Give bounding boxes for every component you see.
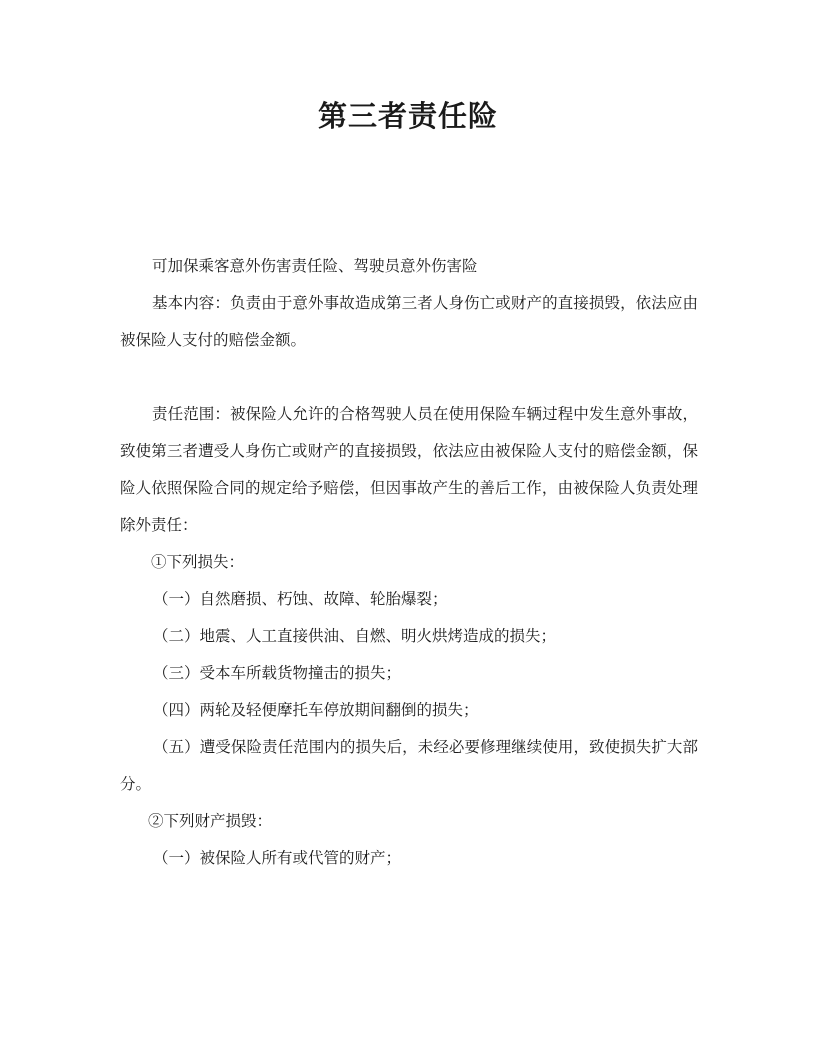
list-item: （五）遭受保险责任范围内的损失后，未经必要修理继续使用，致使损失扩大部分。 <box>120 738 698 793</box>
document-body <box>120 248 698 877</box>
list-heading-property-damage: ②下列财产损毁： <box>148 812 273 830</box>
list-item: （四）两轮及轻便摩托车停放期间翻倒的损失； <box>153 701 479 719</box>
list-item: （一）自然磨损、朽蚀、故障、轮胎爆裂； <box>153 590 448 608</box>
optional-coverage-paragraph: 可加保乘客意外伤害责任险、驾驶员意外伤害险 <box>152 257 478 275</box>
document-title: 第三者责任险 <box>317 99 498 133</box>
list-item: （二）地震、人工直接供油、自燃、明火烘烤造成的损失； <box>153 627 557 645</box>
list-heading-losses: ①下列损失： <box>151 553 245 571</box>
list-item: （一）被保险人所有或代管的财产； <box>153 849 402 867</box>
basic-content-paragraph: 基本内容：负责由于意外事故造成第三者人身伤亡或财产的直接损毁，依法应由被保险人支付的赔偿金额。 <box>120 294 698 349</box>
scope-of-liability-paragraph: 责任范围：被保险人允许的合格驾驶人员在使用保险车辆过程中发生意外事故，致使第三者遭受人身伤亡或财产的直接损毁，依法应由被保险人支付的赔偿金额，保险人依照保险合同的规定给予赔偿，但因事故产生的善后工作，由被保险人负责处理除外责任： <box>120 405 698 534</box>
list-item: （三）受本车所载货物撞击的损失； <box>153 664 402 682</box>
